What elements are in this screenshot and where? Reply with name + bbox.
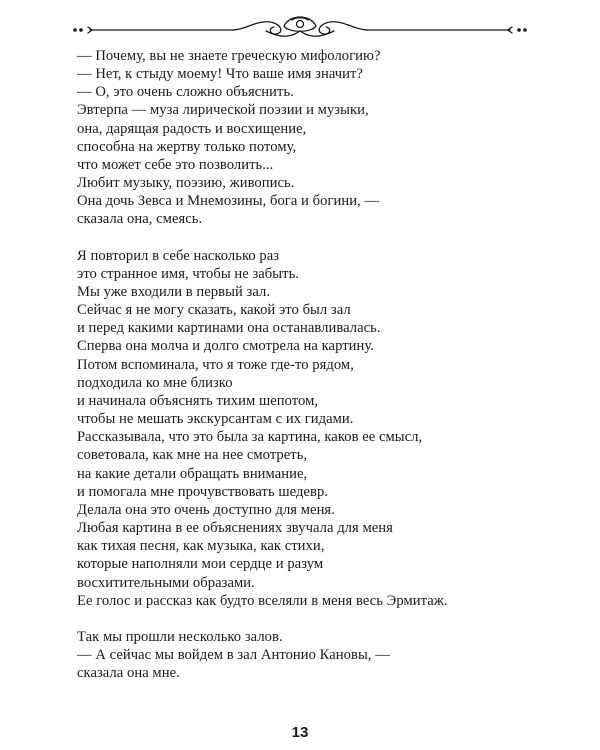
text-line: подходила ко мне близко — [77, 374, 233, 391]
text-line: и помогала мне прочувствовать шедевр. — [77, 483, 328, 500]
text-line: сказала она мне. — [77, 665, 180, 682]
paragraph — [77, 628, 577, 682]
text-line: и начинала объяснять тихим шепотом, — [77, 392, 319, 409]
text-line: — Нет, к стыду моему! Что ваше имя значит? — [77, 66, 363, 83]
text-line: советовала, как мне на нее смотреть, — [77, 447, 308, 464]
text-line: Сейчас я не могу сказать, какой это был зал — [77, 302, 351, 319]
text-line: сказала она, смеясь. — [77, 211, 203, 228]
text-line: способна на жертву только потому, — [77, 138, 297, 155]
text-line: — Почему, вы не знаете греческую мифологию? — [77, 48, 381, 64]
text-line: Ее голос и рассказ как будто вселяли в меня весь Эрмитаж. — [77, 592, 448, 609]
text-line: это странное имя, чтобы не забыть. — [77, 265, 299, 282]
text-line: Эвтерпа — муза лирической поэзии и музыки, — [77, 102, 369, 119]
ornamental-header-flourish — [0, 0, 600, 50]
text-line: и перед какими картинами она останавливалась. — [77, 320, 381, 337]
paragraph — [77, 247, 577, 610]
text-line: Любит музыку, поэзию, живопись. — [77, 175, 295, 192]
text-line: Я повторил в себе насколько раз — [77, 247, 280, 264]
text-line: Так мы прошли несколько залов. — [77, 628, 283, 645]
text-line: — А сейчас мы войдем в зал Антонио Кановы, — — [77, 647, 390, 664]
text-line: что может себе это позволить... — [77, 156, 274, 173]
text-line: Сперва она молча и долго смотрела на картину. — [77, 338, 374, 355]
text-line: Рассказывала, что это была за картина, каков ее смысл, — [77, 429, 423, 446]
book-page-text — [77, 47, 577, 682]
paragraph-gap — [77, 229, 577, 247]
text-line: Делала она это очень доступно для меня. — [77, 501, 335, 518]
text-line: она, дарящая радость и восхищение, — [77, 120, 307, 137]
text-line: восхитительными образами. — [77, 574, 255, 591]
paragraph-gap — [77, 610, 577, 628]
page-number: 13 — [291, 724, 309, 741]
text-line: — О, это очень сложно объяснить. — [77, 84, 294, 101]
text-line: Любая картина в ее объяснениях звучала для меня — [77, 520, 393, 537]
text-line: как тихая песня, как музыка, как стихи, — [77, 538, 325, 555]
text-line: которые наполняли мои сердце и разум — [77, 556, 324, 573]
text-line: чтобы не мешать экскурсантам с их гидами. — [77, 411, 354, 428]
text-line: Мы уже входили в первый зал. — [77, 284, 271, 301]
paragraph — [77, 47, 577, 229]
text-line: на какие детали обращать внимание, — [77, 465, 308, 482]
text-line: Потом вспоминала, что я тоже где-то рядом, — [77, 356, 354, 373]
text-line: Она дочь Зевса и Мнемозины, бога и богини, — — [77, 193, 380, 210]
